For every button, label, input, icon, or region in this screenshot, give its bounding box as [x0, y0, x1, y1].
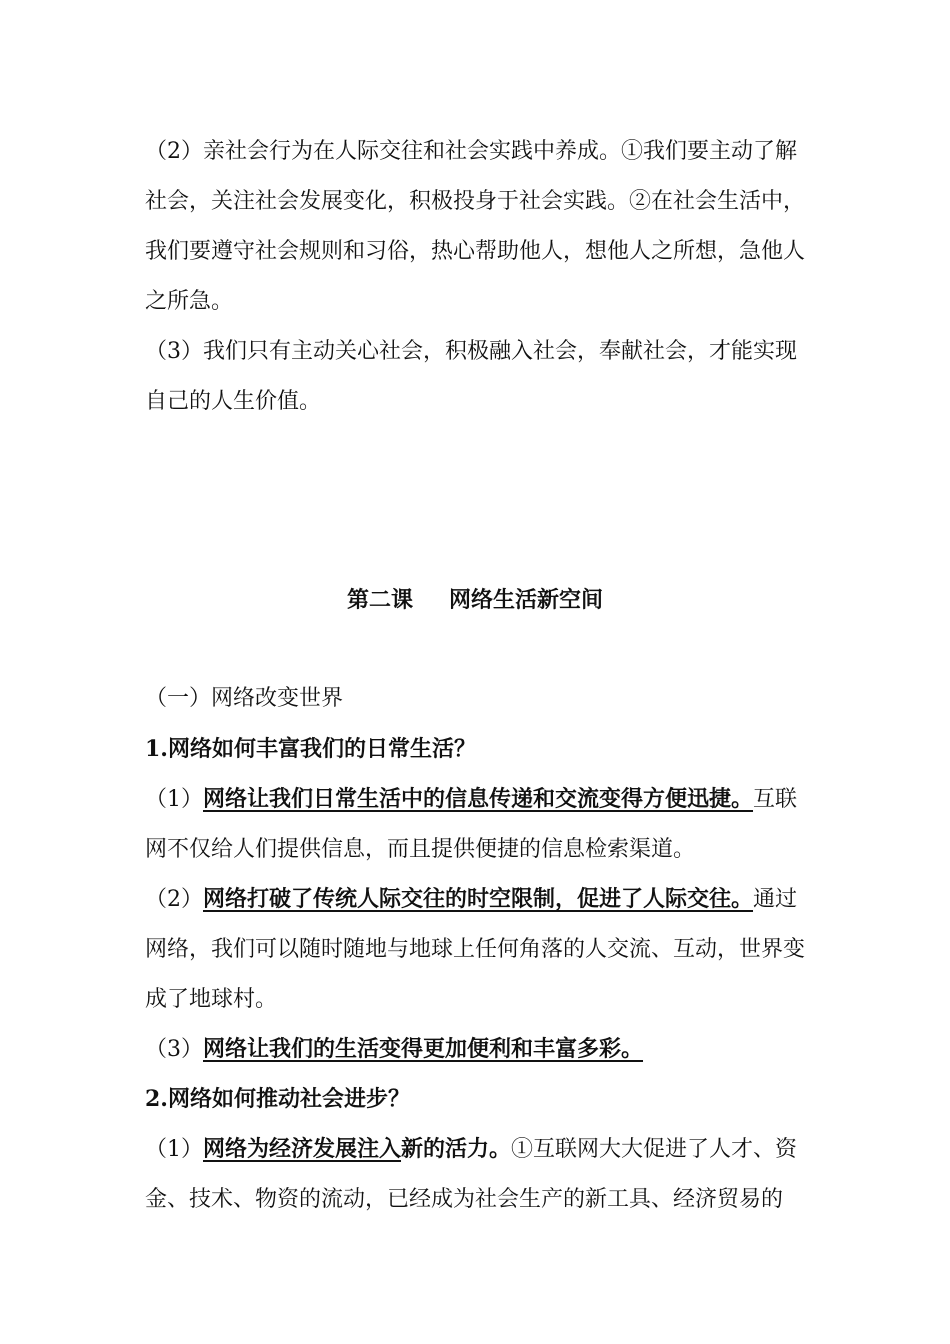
- q1-item-3: [145, 1024, 815, 1075]
- lesson-title: [0, 580, 950, 620]
- lesson-name: 网络生活新空间: [449, 587, 604, 613]
- paragraph-prosocial-behavior: （2）亲社会行为在人际交往和社会实践中养成。①我们要主动了解社会，关注社会发展变化，积极投身于社会实践。②在社会生活中，我们要遵守社会规则和习俗，热心帮助他人，想他人之所想，急他人之所急。: [145, 139, 806, 314]
- item-number: （1）: [145, 1137, 203, 1162]
- q1-item-1: [145, 774, 815, 875]
- explanation: ①互联网大大促进了人才、资金、技术、物资的流动，已经成为社会生产的新工具、经济贸易的: [145, 1137, 798, 1212]
- q1-item-2: [145, 874, 815, 1025]
- paragraph-life-value: （3）我们只有主动关心社会，积极融入社会，奉献社会，才能实现自己的人生价值。: [145, 339, 797, 414]
- unit-heading: （一）网络改变世界: [145, 686, 344, 711]
- question-2-heading: 2.网络如何推动社会进步？: [145, 1086, 410, 1112]
- lesson-number: 第二课: [346, 587, 413, 613]
- item-number: （1）: [145, 787, 203, 812]
- explanation: 互联网不仅给人们提供信息，而且提供便捷的信息检索渠道。: [145, 787, 798, 862]
- question-1-heading: 1.网络如何丰富我们的日常生活？: [145, 736, 476, 762]
- key-point: 网络让我们日常生活中的信息传递和交流变得方便迅捷。: [203, 786, 754, 812]
- explanation: 通过网络，我们可以随时随地与地球上任何角落的人交流、互动，世界变成了地球村。: [145, 887, 806, 1012]
- key-point: 网络让我们的生活变得更加便利和丰富多彩。: [203, 1036, 644, 1062]
- key-point-underlined: 网络为经济发展注入: [203, 1136, 402, 1162]
- q2-item-1: [145, 1124, 815, 1225]
- item-number: （3）: [145, 1037, 203, 1062]
- item-number: （2）: [145, 887, 203, 912]
- key-point-plain: 新的活力。: [401, 1136, 512, 1162]
- key-point: 网络打破了传统人际交往的时空限制，促进了人际交往。: [203, 886, 754, 912]
